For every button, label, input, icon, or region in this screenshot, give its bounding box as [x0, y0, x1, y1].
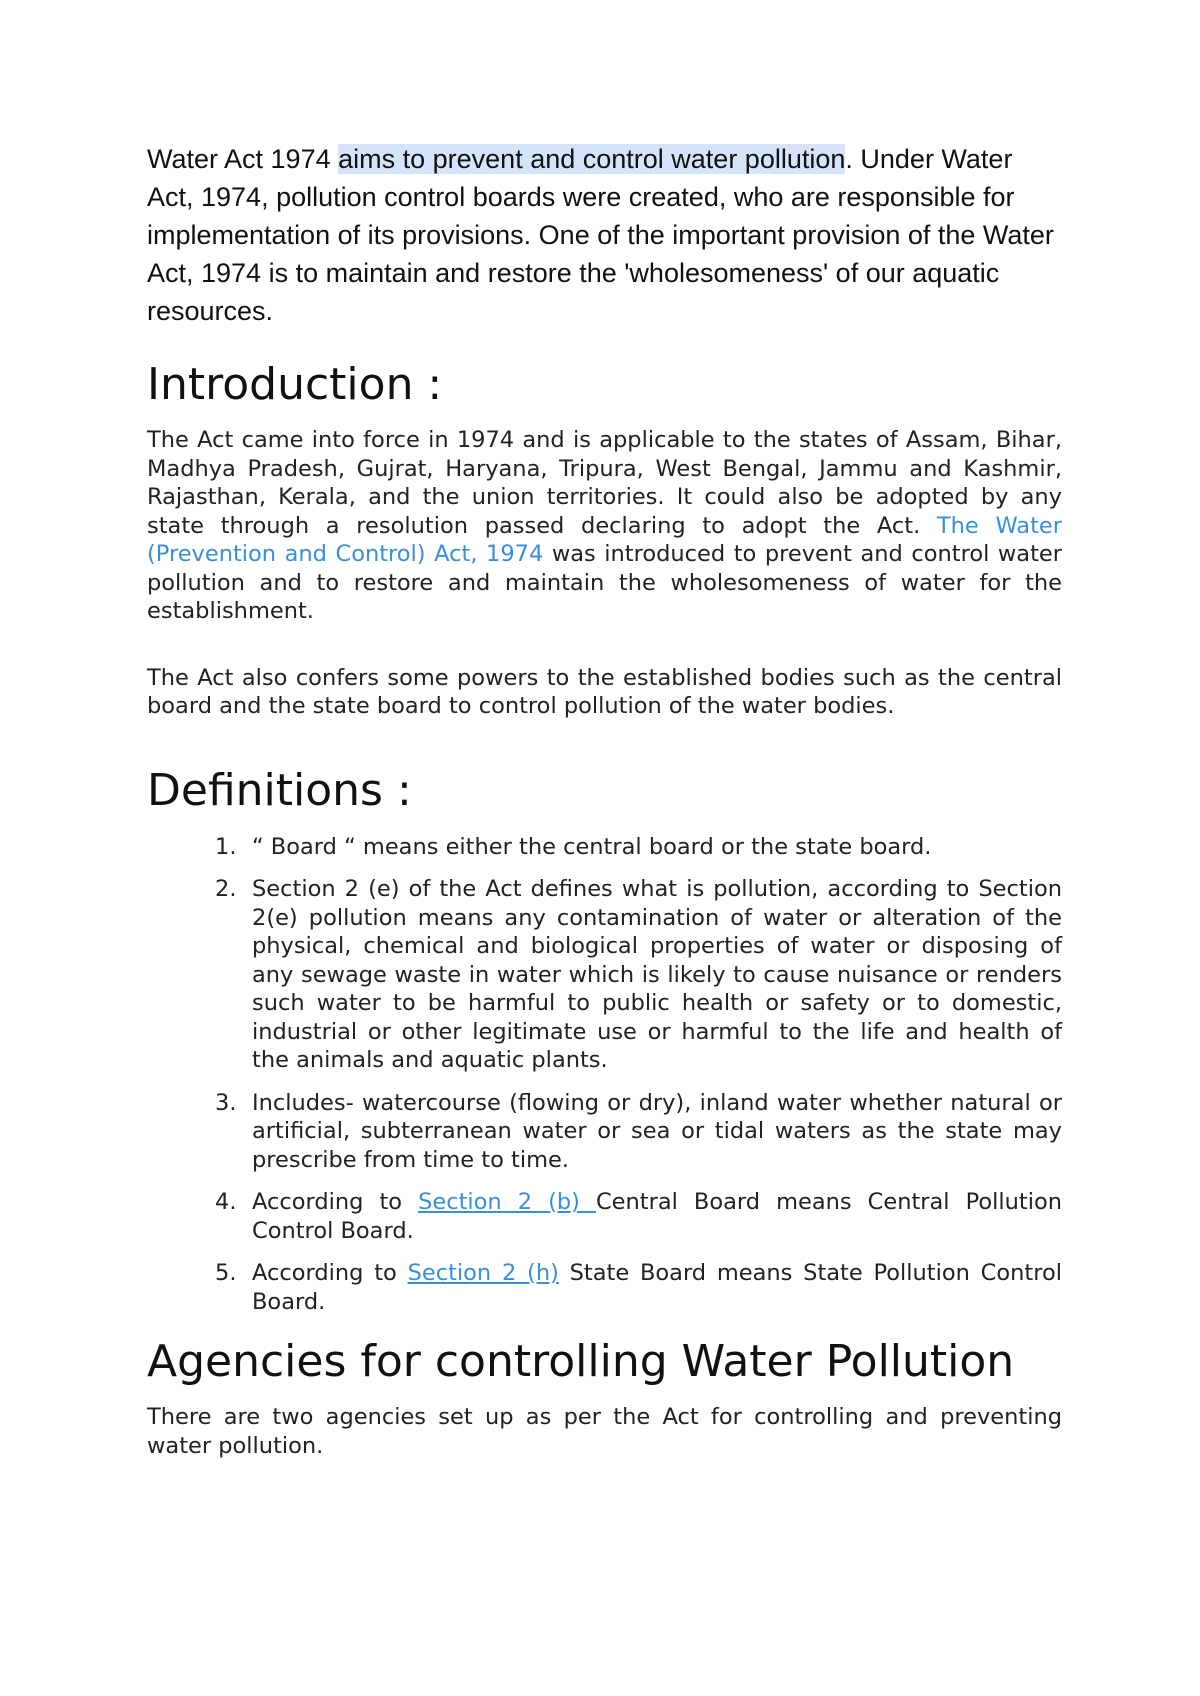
section-2b-link[interactable]: Section 2 (b)	[418, 1189, 596, 1215]
introduction-heading: Introduction :	[147, 359, 443, 410]
agencies-heading: Agencies for controlling Water Pollution	[147, 1336, 1015, 1387]
highlighted-text[interactable]: aims to prevent and control water pollution	[338, 144, 846, 174]
list-item-pre: According to	[252, 1189, 419, 1215]
list-item	[147, 1259, 1062, 1316]
list-number: 5.	[215, 1260, 237, 1286]
list-item-text: “ Board “ means either the central board or the state board.	[252, 833, 932, 860]
intro-text-start: The Act came into force in 1974 and is applicable to the states of Assam, Bihar, Madhya Pradesh, Gujrat, Haryana, Tripura, West Bengal, Jammu and Kashmir, Rajasthan, Kerala, and the union territories. It could also be adopted by any state through a resolution passed declaring to adopt the Act.	[147, 427, 1062, 539]
list-number: 4.	[215, 1189, 237, 1215]
list-item-post: State Board means State Pollution Control Board.	[252, 1260, 1063, 1315]
lead-text-start: Water Act 1974	[147, 144, 339, 174]
list-item-pre: According to	[252, 1260, 408, 1286]
lead-paragraph	[147, 140, 1062, 330]
document-page	[147, 140, 1062, 1460]
introduction-paragraph-2: The Act also confers some powers to the established bodies such as the central board and the state board to control pollution of the water bodies.	[147, 664, 1062, 719]
list-item-text: Section 2 (e) of the Act defines what is pollution, according to Section 2(e) pollution means any contamination of water or alteration of the physical, chemical and biological properties of water or disposing of any sewage waste in water which is likely to cause nuisance or renders such water to be harmful to public health or safety or to domestic, industrial or other legitimate use or harmful to the life and health of the animals and aquatic plants.	[252, 876, 1062, 1073]
definitions-list	[147, 833, 1062, 1317]
list-item	[147, 875, 1062, 1075]
list-item-text: Includes- watercourse (flowing or dry), inland water whether natural or artificial, subterranean water or sea or tidal waters as the state may prescribe from time to time.	[252, 1089, 1062, 1173]
section-2h-link[interactable]: Section 2 (h)	[407, 1260, 559, 1286]
definitions-heading: Definitions :	[147, 764, 412, 816]
lead-text-end: . Under Water Act, 1974, pollution control boards were created, who are responsible for implementation of its provisions. One of the important provision of the Water Act, 1974 is to maintain and restore the 'wholesomeness' of our aquatic resources.	[147, 144, 1054, 326]
intro-text-end: was introduced to prevent and control water pollution and to restore and maintain the wholesomeness of water for the establishment.	[147, 541, 1063, 624]
list-item	[147, 833, 1062, 862]
list-number: 1.	[215, 833, 237, 860]
list-item	[147, 1188, 1062, 1245]
agencies-paragraph: There are two agencies set up as per the Act for controlling and preventing water pollution.	[147, 1404, 1062, 1459]
list-item-post: Central Board means Central Pollution Control Board.	[252, 1189, 1062, 1244]
list-item	[147, 1089, 1062, 1175]
list-number: 2.	[215, 876, 237, 902]
list-number: 3.	[215, 1089, 237, 1116]
introduction-paragraph-1	[147, 426, 1062, 626]
water-act-link[interactable]: The Water (Prevention and Control) Act, 1974	[147, 512, 1062, 567]
